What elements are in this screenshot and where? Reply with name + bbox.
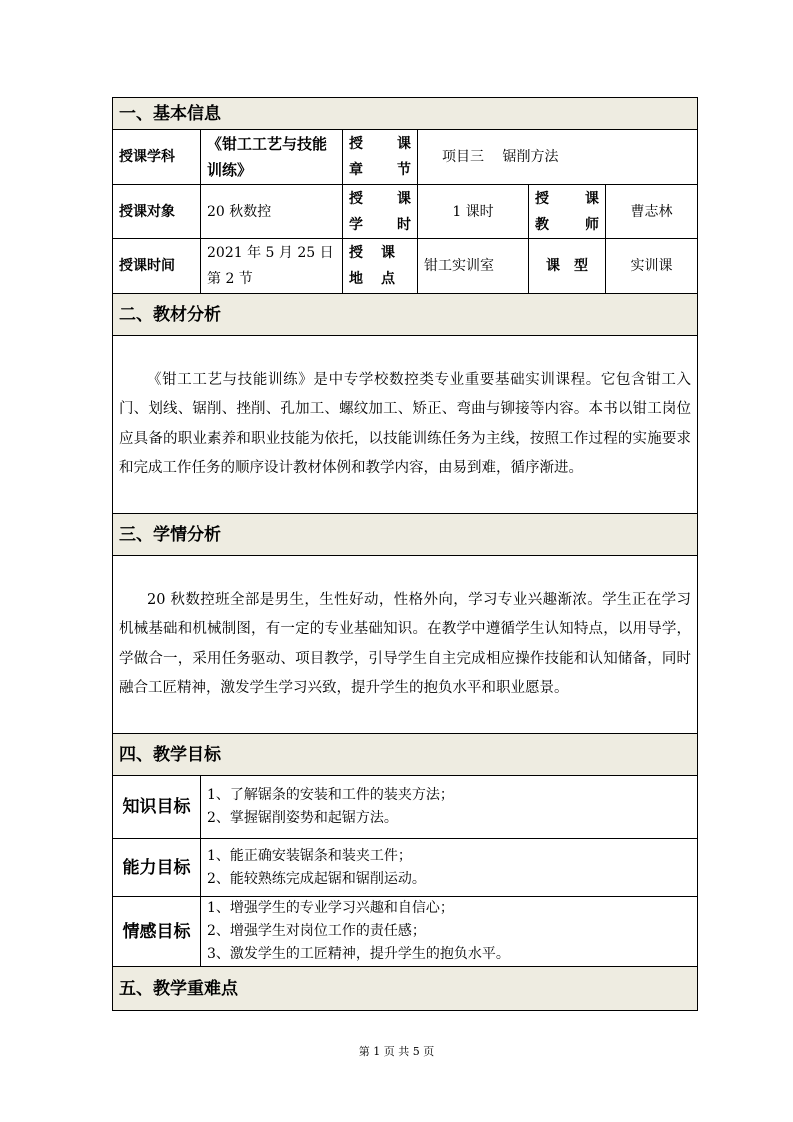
section-key-difficulties: 五、教学重难点 <box>113 967 698 1011</box>
time-label: 授课时间 <box>113 239 201 294</box>
material-analysis-text: 《钳工工艺与技能训练》是中专学校数控类专业重要基础实训课程。它包含钳工入门、划线、锯削、挫削、孔加工、螺纹加工、矫正、弯曲与铆接等内容。本书以钳工岗位应具备的职业素养和职业技能为依托，以技能训练任务为主线，按照工作过程的实施要求和完成工作任务的顺序设计教材体例和教学内容，由易到难，循序渐进。 <box>113 336 698 514</box>
section-material-analysis: 二、教材分析 <box>113 294 698 336</box>
target-label: 授课对象 <box>113 185 201 239</box>
subject-label: 授课学科 <box>113 130 201 185</box>
section-basic-info: 一、基本信息 <box>113 98 698 130</box>
teacher-value: 曹志林 <box>606 185 698 239</box>
goal-items: 1、了解锯条的安装和工件的装夹方法； 2、掌握锯削姿势和起锯方法。 <box>201 776 698 839</box>
type-label: 课 型 <box>529 239 606 294</box>
place-label: 授 课 地 点 <box>343 239 418 294</box>
goal-items: 1、增强学生的专业学习兴趣和自信心； 2、增强学生对岗位工作的责任感； 3、激发学生的工匠精神，提升学生的抱负水平。 <box>201 897 698 967</box>
chapter-value: 项目三 锯削方法 <box>418 130 698 185</box>
goal-label: 知识目标 <box>113 776 201 839</box>
chapter-label: 授 课 章 节 <box>343 130 418 185</box>
page-footer: 第 1 页 共 5 页 <box>358 1045 435 1058</box>
subject-value: 《钳工工艺与技能训练》 <box>201 130 343 185</box>
teacher-label: 授 课 教 师 <box>529 185 606 239</box>
goal-label: 情感目标 <box>113 897 201 967</box>
hours-label: 授 课 学 时 <box>343 185 418 239</box>
section-student-analysis: 三、学情分析 <box>113 514 698 556</box>
hours-value: 1 课时 <box>418 185 529 239</box>
target-value: 20 秋数控 <box>201 185 343 239</box>
place-value: 钳工实训室 <box>418 239 529 294</box>
time-value: 2021 年 5 月 25 日 第 2 节 <box>201 239 343 294</box>
goal-label: 能力目标 <box>113 839 201 897</box>
type-value: 实训课 <box>606 239 698 294</box>
lesson-plan-table <box>112 97 698 1011</box>
student-analysis-text: 20 秋数控班全部是男生，生性好动，性格外向，学习专业兴趣渐浓。学生正在学习机械基础和机械制图，有一定的专业基础知识。在教学中遵循学生认知特点，以用导学，学做合一，采用任务驱动、项目教学，引导学生自主完成相应操作技能和认知储备，同时融合工匠精神，激发学生学习兴致，提升学生的抱负水平和职业愿景。 <box>113 556 698 734</box>
section-teaching-goals: 四、教学目标 <box>113 734 698 776</box>
goal-items: 1、能正确安装锯条和装夹工件； 2、能较熟练完成起锯和锯削运动。 <box>201 839 698 897</box>
